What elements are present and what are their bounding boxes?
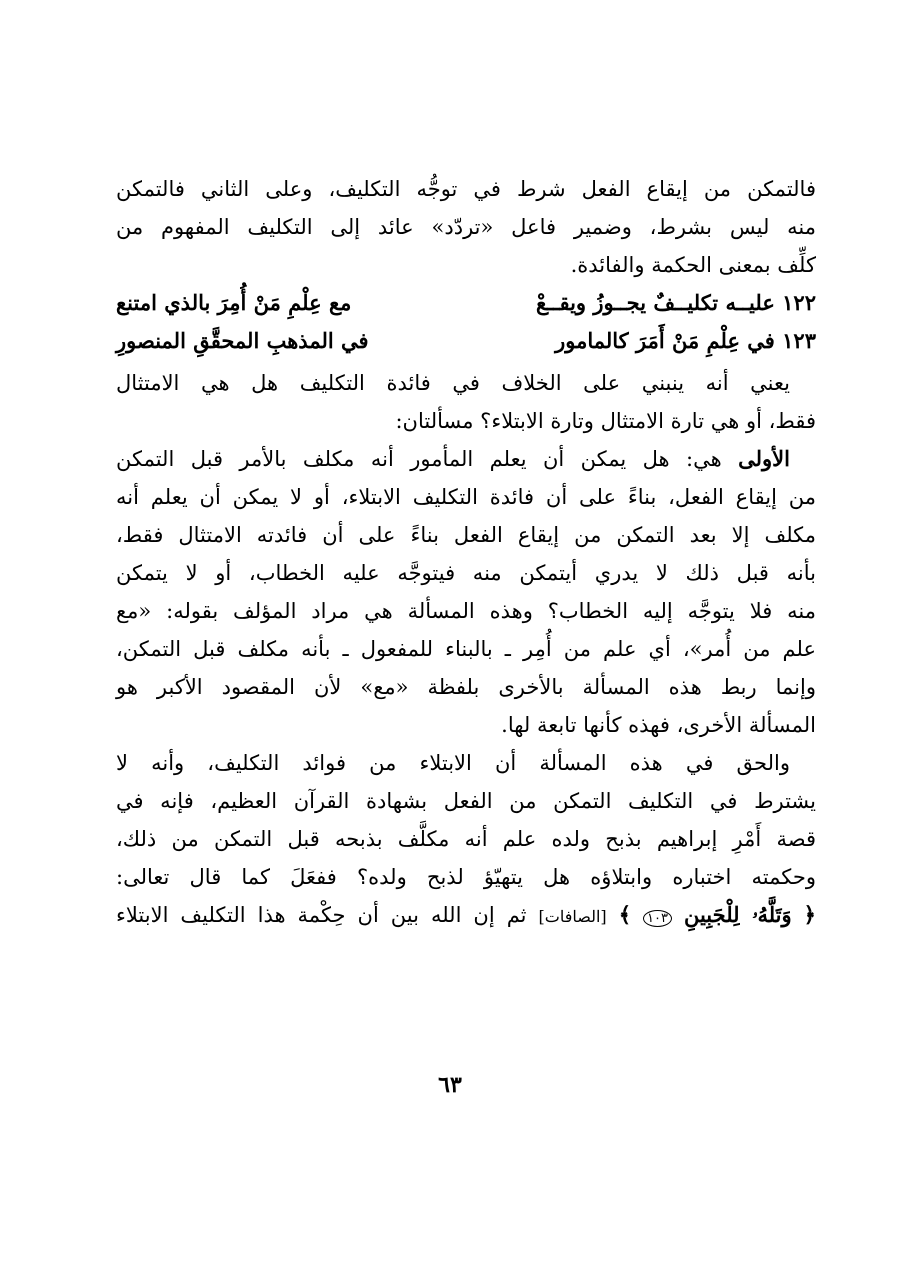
verse-number: ١٢٢ [782,290,816,315]
text-span: يعني أنه ينبني على الخلاف في فائدة التكليف هل هي الامتثال [116,371,790,395]
verse-second-half: في المذهبِ المحقَّقِ المنصورِ [116,328,369,353]
text-line [116,364,816,402]
text-span: ثم إن الله بين أن حِكْمة هذا التكليف الابتلاء [116,903,527,927]
surah-reference: [الصافات] [538,907,607,926]
text-span: هي: هل يمكن أن يعلم المأمور أنه مكلف بالأمر قبل التمكن [116,447,722,471]
paragraph-1 [116,170,816,284]
text-line [116,440,816,478]
text-line: كلِّف بمعنى الحكمة والفائدة. [570,253,816,277]
lead-word: الأولى [738,446,790,471]
verse-first-half: في عِلْمِ مَنْ أَمَرَ كالمامور [555,328,775,353]
text-line: مكلف إلا بعد التمكن من إيقاع الفعل بناءً على أن فائدته الامتثال فقط، [116,523,816,547]
text-line: قصة أَمْرِ إبراهيم بذبح ولده علم أنه مكلَّف بذبحه قبل التمكن من ذلك، [116,827,816,851]
verse-line [116,284,816,322]
text-span: والحق في هذه المسألة أن الابتلاء من فوائد التكليف، وأنه لا [116,751,790,775]
text-line: فقط، أو هي تارة الامتثال وتارة الابتلاء؟ مسألتان: [395,409,816,433]
quran-close-bracket: ﴾ [618,903,631,927]
text-line: بأنه قبل ذلك لا يدري أيتمكن منه فيتوجَّه عليه الخطاب، أو لا يتمكن [116,561,816,585]
text-line: وإنما ربط هذه المسألة بالأخرى بلفظة «مع» لأن المقصود الأكبر هو [116,675,816,699]
verse-block [116,284,816,360]
text-line: المسألة الأخرى، فهذه كأنها تابعة لها. [501,713,816,737]
body-text [116,170,816,934]
verse-right-hemistich [536,284,816,322]
text-line: يشترط في التكليف التمكن من الفعل بشهادة القرآن العظيم، فإنه في [116,789,816,813]
verse-first-half: عليــه تكليــفٌ يجــوزُ ويقــعْ [535,290,775,315]
quran-open-bracket: ﴿ [803,903,816,927]
verse-line [116,322,816,360]
verse-right-hemistich [555,322,816,360]
paragraph-4 [116,744,816,934]
page-number: ٦٣ [438,1072,462,1098]
text-line: فالتمكن من إيقاع الفعل شرط في توجُّه التكليف، وعلى الثاني فالتمكن [116,177,816,201]
verse-second-half: مع عِلْمِ مَنْ أُمِرَ بالذي امتنع [116,290,352,315]
text-line: علم من أُمر»، أي علم من أُمِر ـ بالبناء للمفعول ـ بأنه مكلف قبل التمكن، [116,637,816,661]
paragraph-3 [116,440,816,744]
text-line: من إيقاع الفعل، بناءً على أن فائدة التكليف الابتلاء، أو لا يمكن أن يعلم أنه [116,485,816,509]
ayah-number: ١٠٣ [643,910,672,927]
text-line [116,896,816,934]
quran-verse: وَتَلَّهُۥ لِلْجَبِينِ [683,902,792,927]
verse-number: ١٢٣ [782,328,816,353]
text-line: منه ليس بشرط، وضمير فاعل «تردّد» عائد إلى التكليف المفهوم من [116,215,816,239]
text-line: وحكمته اختباره وابتلاؤه هل يتهيّؤ لذبح ولده؟ ففعَلَ كما قال تعالى: [116,865,816,889]
paragraph-2 [116,364,816,440]
text-line: منه فلا يتوجَّه إليه الخطاب؟ وهذه المسألة هي مراد المؤلف بقوله: «مع [116,599,816,623]
text-line [116,744,816,782]
